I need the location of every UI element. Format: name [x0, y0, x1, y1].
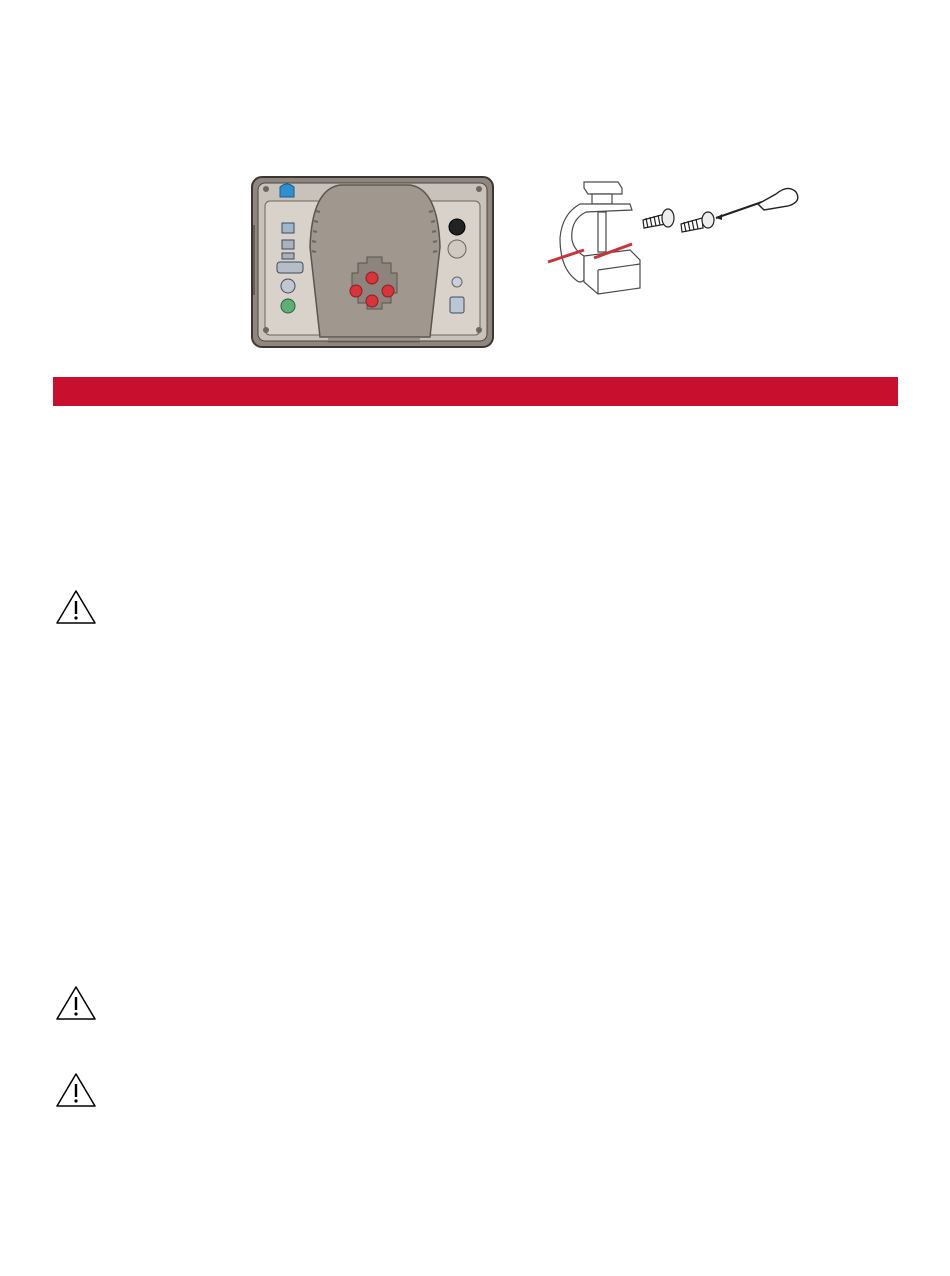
- screw-icon: [681, 212, 714, 232]
- usb-port-icon: [282, 253, 294, 259]
- dc-input-icon: [450, 297, 464, 313]
- network-port-icon: [281, 279, 295, 293]
- clamp-screw-illustration: [540, 180, 805, 305]
- mount-hole-icon: [350, 285, 362, 297]
- warning-icon: [54, 588, 98, 626]
- audio-port-icon: [281, 299, 295, 313]
- vga-port-icon: [277, 262, 303, 273]
- screwdriver-icon: [716, 188, 798, 220]
- screw-icon: [476, 327, 482, 333]
- screw-icon: [643, 209, 674, 228]
- small-port-icon: [452, 277, 462, 287]
- mount-hole-icon: [366, 295, 378, 307]
- warning-icon: [54, 1071, 98, 1109]
- mount-hole-icon: [366, 272, 378, 284]
- usb-port-icon: [282, 223, 294, 233]
- monitor-rear-illustration: [250, 175, 495, 353]
- usb-port-icon: [282, 240, 294, 249]
- section-header-bar: [53, 377, 898, 406]
- screw-icon: [263, 186, 269, 192]
- screw-icon: [476, 186, 482, 192]
- round-connector-icon: [449, 219, 465, 235]
- mount-hole-icon: [382, 285, 394, 297]
- power-button-icon: [280, 184, 294, 197]
- clamp-body-icon: [560, 182, 640, 294]
- screw-icon: [263, 327, 269, 333]
- power-connector-icon: [448, 240, 466, 258]
- warning-icon: [54, 984, 98, 1022]
